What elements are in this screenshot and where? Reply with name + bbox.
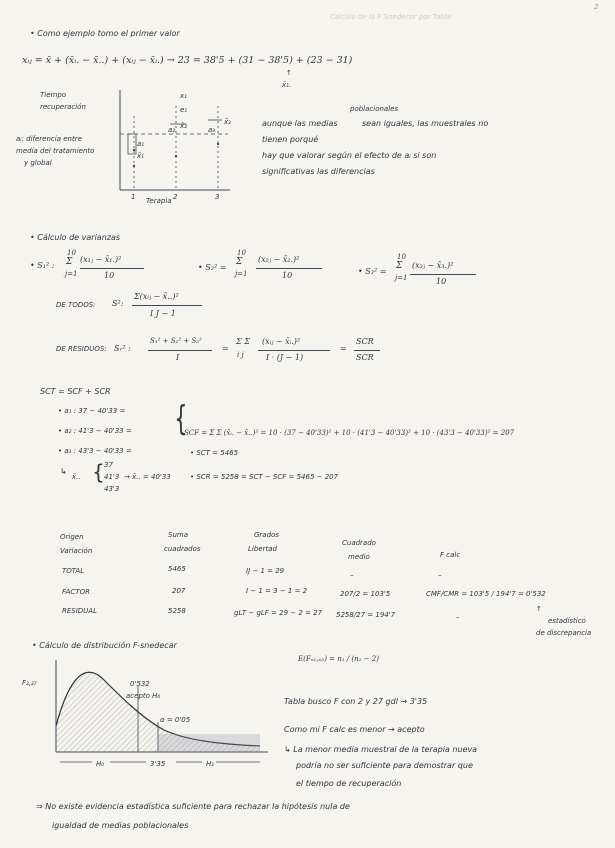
- example-title: • Como ejemplo tomo el primer valor: [30, 29, 180, 38]
- row-total-fcalc: –: [438, 571, 442, 579]
- row-residual-fcalc: –: [456, 613, 460, 621]
- brace-result: → x̄.. = 40'33: [124, 473, 171, 481]
- todos-lhs: S²:: [112, 299, 124, 308]
- s2-num: (x₂ⱼ − x̄₂.)²: [258, 255, 300, 264]
- row-residual-suma: 5258: [168, 607, 186, 615]
- residuos-num1: S₁² + S₂² + S₃²: [150, 337, 202, 345]
- lbl-e1: e₁: [180, 106, 188, 114]
- row-factor-cuadrado: 207/2 = 103'5: [340, 590, 391, 598]
- todos-fraction-bar: [132, 305, 202, 306]
- residuos-fraction-bar-1: [148, 350, 212, 351]
- commentary-sup: poblacionales: [350, 105, 399, 113]
- fsned-curve-label-1: 0'532: [130, 680, 150, 688]
- residuos-den2: I · (J − 1): [266, 353, 304, 362]
- note-arrow-icon: ↑: [536, 605, 542, 613]
- s3-sum: Σ: [396, 261, 403, 271]
- s2-fraction-bar: [256, 268, 322, 269]
- table-note-2: de discrepancia: [536, 629, 592, 637]
- a1-line: • a₁ : 37 − 40'33 =: [58, 407, 126, 415]
- bleed-through-text: Calculo de la F Snedecor por Tabla: [330, 13, 452, 21]
- row-residual-grados: gLT − gLF = 29 − 2 = 27: [234, 609, 323, 617]
- brace-val-1: 37: [104, 461, 113, 469]
- th-grados-1: Grados: [254, 531, 279, 539]
- th-origen-2: Variación: [60, 547, 93, 555]
- a3-line: • a₃ : 43'3 − 40'33 =: [58, 447, 132, 455]
- row-factor-grados: I − 1 = 3 − 1 = 2: [246, 587, 308, 595]
- tick-1: 1: [131, 193, 136, 201]
- table-note-1: estadístico: [548, 617, 586, 625]
- lbl-a3: a₃: [208, 126, 216, 134]
- s2-sum: Σ: [236, 257, 243, 267]
- arrow-up-icon: ↑: [286, 69, 292, 77]
- s3-sum-top: 10: [397, 253, 406, 261]
- residuos-num3: SCR: [356, 337, 374, 346]
- row-residual-origen: RESIDUAL: [62, 607, 97, 615]
- fsned-h0: H₀: [96, 760, 105, 768]
- fsned-tabla: Tabla busco F con 2 y 27 gdl → 3'35: [284, 697, 428, 706]
- graph1-side-2: media del tratamiento: [16, 147, 95, 155]
- s3-num: (x₃ⱼ − x̄₃.)²: [412, 261, 454, 270]
- graph1-diagram: [110, 86, 250, 206]
- fsned-diagram: [46, 656, 276, 776]
- final-line-2: igualdad de medias poblacionales: [52, 821, 189, 830]
- graph1-side-1: aᵢ: diferencia entre: [16, 135, 82, 143]
- lbl-x3bar: x̄₃: [224, 118, 231, 126]
- s1-fraction-bar: [80, 268, 144, 269]
- fsned-conclusion-1: Como mi F calc es menor → acepto: [284, 725, 425, 734]
- fsned-title: • Cálculo de distribución F-snedecar: [32, 641, 177, 650]
- residuos-label: DE RESIDUOS:: [56, 345, 107, 353]
- lbl-x1: x₁: [180, 92, 187, 100]
- commentary-line3: hay que valorar según el efecto de aᵢ si son: [262, 151, 437, 160]
- row-total-suma: 5465: [168, 565, 186, 573]
- fsned-tail-label: α = 0'05: [160, 716, 191, 724]
- s2-sum-top: 10: [237, 249, 246, 257]
- s3-fraction-bar: [410, 274, 476, 275]
- fsned-y-label: F₂,₂₇: [22, 679, 37, 687]
- variances-title: • Cálculo de varianzas: [30, 233, 121, 242]
- lbl-a1: a₁: [137, 140, 145, 148]
- residuos-den1: I: [176, 353, 180, 362]
- s3-lhs: • S₃² =: [358, 267, 387, 276]
- xbar-label: x̄..: [72, 473, 81, 481]
- commentary-line4: significativas las diferencias: [262, 167, 375, 176]
- row-total-origen: TOTAL: [62, 567, 85, 575]
- lbl-a2: a₂: [168, 126, 176, 134]
- a2-line: • a₂ : 41'3 − 40'33 =: [58, 427, 132, 435]
- arrow-label: x̄₁.: [282, 81, 292, 89]
- s1-sum: Σ: [66, 257, 73, 267]
- brace-icon: {: [92, 460, 105, 484]
- th-cuadrado-2: medio: [348, 553, 370, 561]
- brace-val-3: 43'3: [104, 485, 120, 493]
- graph1-side-3: y global: [24, 159, 52, 167]
- commentary-line1a: aunque las medias: [262, 119, 338, 128]
- row-factor-fcalc: CMF/CMR = 103'5 / 194'7 = 0'532: [426, 590, 546, 598]
- s3-den: 10: [436, 277, 447, 286]
- row-total-grados: IJ − 1 = 29: [246, 567, 285, 575]
- scf-line: SCF = Σ Σ (x̄ᵢ. − x̄..)² = 10 · (37 − 40'33)² + 10 · (41'3 − 40'33)² + 10 · (43'3 − 40'33)² = 207: [184, 429, 515, 437]
- graph1-x-label: Terapia: [146, 197, 172, 205]
- s1-sum-top: 10: [67, 249, 76, 257]
- fsned-curve-label-2: acepto H₀: [126, 692, 161, 700]
- fsned-conclusion-2: ↳ La menor media muestral de la terapia nueva: [284, 745, 478, 754]
- fsned-conclusion-3: podría no ser suficiente para demostrar que: [296, 761, 473, 770]
- graph1-y-label-1: Tiempo: [40, 91, 67, 99]
- scr-line: • SCR = 5258 = SCT − SCF = 5465 − 207: [190, 473, 339, 481]
- th-origen-1: Origen: [60, 533, 84, 541]
- s1-num: (x₁ⱼ − x̄₁.)²: [80, 255, 122, 264]
- s1-lhs: • S₁² :: [30, 261, 55, 270]
- th-grados-2: Libertad: [248, 545, 277, 553]
- residuos-sum-sub: i j: [237, 351, 244, 359]
- residuos-num2: (xᵢⱼ − x̄ᵢ.)²: [262, 337, 301, 346]
- brace-val-2: 41'3: [104, 473, 120, 481]
- fsned-conclusion-4: el tiempo de recuperación: [296, 779, 402, 788]
- tick-3: 3: [215, 193, 220, 201]
- s2-lhs: • S₂² =: [198, 263, 227, 272]
- page-number: 2: [594, 3, 599, 11]
- todos-den: I J − 1: [150, 309, 176, 318]
- residuos-den3: SCR: [356, 353, 374, 362]
- residuos-fraction-bar-2: [258, 350, 330, 351]
- th-suma-1: Suma: [168, 531, 188, 539]
- fsned-expectation: E(Fₙ₁,ₙ₂) = n₁ / (n₂ − 2): [298, 655, 379, 663]
- row-residual-cuadrado: 5258/27 = 194'7: [336, 611, 396, 619]
- residuos-fraction-bar-3: [354, 350, 380, 351]
- sct-value: • SCT = 5465: [190, 449, 239, 457]
- s3-sum-bot: j=1: [395, 274, 408, 282]
- residuos-sum: Σ Σ: [236, 337, 250, 346]
- lbl-x2bar: x̄₂: [180, 122, 187, 130]
- commentary-line2: tienen porqué: [262, 135, 319, 144]
- commentary-line1b: sean iguales, las muestrales no: [362, 119, 489, 128]
- row-factor-suma: 207: [172, 587, 186, 595]
- todos-num: Σ(xᵢⱼ − x̄..)²: [134, 292, 179, 301]
- s2-den: 10: [282, 271, 293, 280]
- residuos-lhs: Sᵣ² :: [114, 344, 131, 353]
- s1-den: 10: [104, 271, 115, 280]
- th-cuadrado-1: Cuadrado: [342, 539, 376, 547]
- th-suma-2: cuadrados: [164, 545, 201, 553]
- todos-label: DE TODOS:: [56, 301, 96, 309]
- sct-header: SCT = SCF + SCR: [40, 387, 111, 396]
- row-total-cuadrado: –: [350, 571, 354, 579]
- final-line-1: ⇒ No existe evidencia estadística suficiente para rechazar la hipótesis nula de: [36, 802, 350, 811]
- residuos-eq-2: =: [340, 344, 347, 353]
- big-brace-icon: {: [174, 399, 188, 439]
- lbl-x1bar: x̄₁: [137, 152, 144, 160]
- th-fcalc: F calc: [440, 551, 461, 559]
- s1-sum-bot: j=1: [65, 270, 78, 278]
- s2-sum-bot: j=1: [235, 270, 248, 278]
- graph1-y-label-2: recuperación: [40, 103, 86, 111]
- tick-2: 2: [173, 193, 178, 201]
- fsned-h1: H₁: [206, 760, 215, 768]
- row-factor-origen: FACTOR: [62, 588, 90, 596]
- example-formula: xᵢⱼ = x̄ + (x̄ᵢ. − x̄..) + (xᵢⱼ − x̄ᵢ.) → 23 = 38'5 + (31 − 38'5) + (23 − 31): [22, 55, 353, 66]
- fsned-x-mark: 3'35: [150, 760, 166, 768]
- xbar-bracket-icon: ↳: [60, 467, 67, 476]
- residuos-eq: =: [222, 344, 229, 353]
